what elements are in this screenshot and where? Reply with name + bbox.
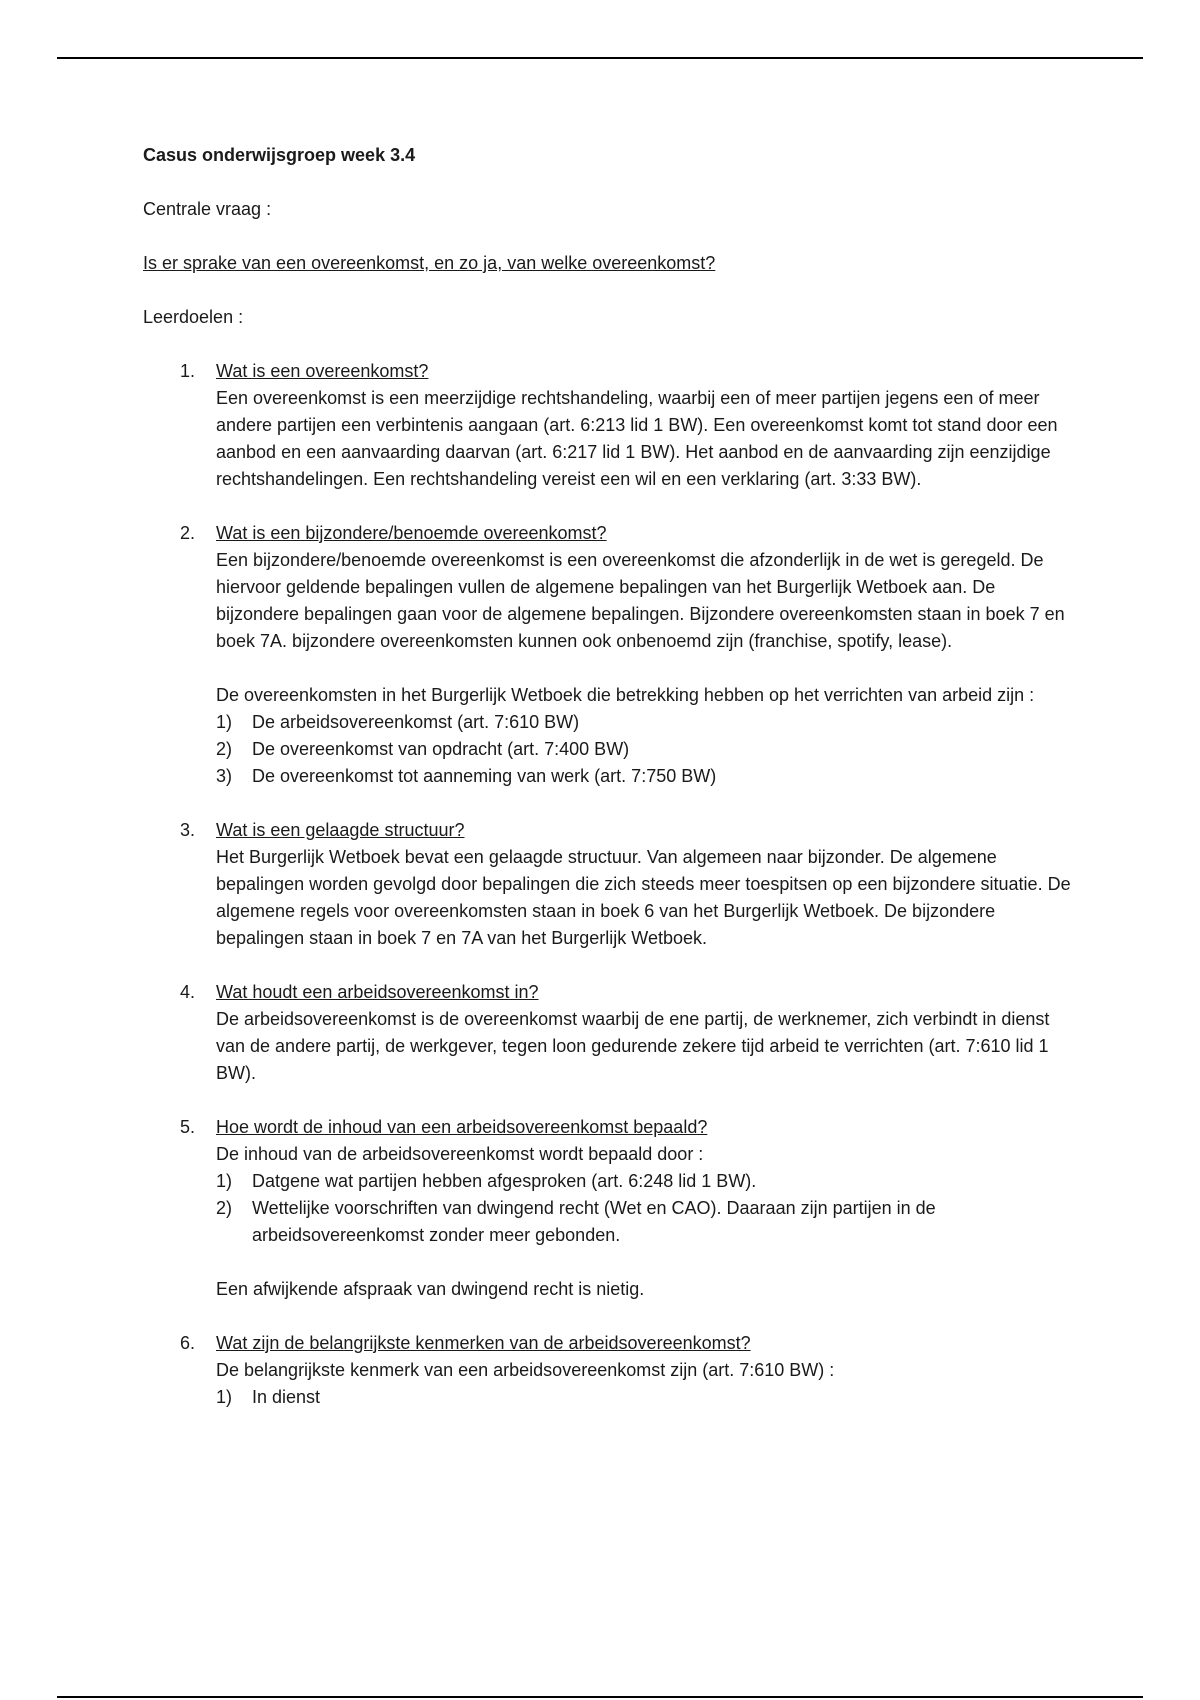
goal-number: 1.: [180, 361, 196, 381]
sub-item-number: 2): [216, 739, 233, 759]
goal-answer: De inhoud van de arbeidsovereenkomst wordt bepaald door :: [216, 1144, 704, 1164]
goal-answer: Een overeenkomst is een meerzijdige rechtshandeling, waarbij een of meer partijen jegens een of meer andere partijen een verbintenis aangaan (art. 6:213 lid 1 BW). Een overeenkomst komt tot stand door een aanbod en een aanvaarding daarvan (art. 6:217 lid 1 BW). Het aanbod en de aanvaarding zijn eenzijdige rechtshandelingen. Een rechtshandeling vereist een wil en een verklaring (art. 3:33 BW).: [216, 388, 1058, 489]
central-question-label: Centrale vraag :: [143, 199, 272, 219]
goal-answer: De belangrijkste kenmerk van een arbeidsovereenkomst zijn (art. 7:610 BW) :: [216, 1360, 835, 1380]
header-rule: [57, 57, 1143, 59]
goal-number: 6.: [180, 1333, 196, 1353]
goal-number: 3.: [180, 820, 196, 840]
goal-heading: Wat zijn de belangrijkste kenmerken van de arbeidsovereenkomst?: [216, 1333, 751, 1353]
goal-heading: Wat is een bijzondere/benoemde overeenkomst?: [216, 523, 607, 543]
sub-item-text: De overeenkomst tot aanneming van werk (art. 7:750 BW): [252, 766, 717, 786]
sub-item-number: 1): [216, 1387, 233, 1407]
goal-heading: Wat is een overeenkomst?: [216, 361, 429, 381]
learning-goal: [143, 358, 1083, 493]
central-question: Is er sprake van een overeenkomst, en zo ja, van welke overeenkomst?: [143, 253, 716, 273]
goal-number: 5.: [180, 1117, 196, 1137]
sub-item-text: Datgene wat partijen hebben afgesproken (art. 6:248 lid 1 BW).: [252, 1171, 757, 1191]
sub-item-text: Wettelijke voorschriften van dwingend recht (Wet en CAO). Daaraan zijn partijen in de arbeidsovereenkomst zonder meer gebonden.: [252, 1198, 936, 1245]
goal-answer: Een bijzondere/benoemde overeenkomst is een overeenkomst die afzonderlijk in de wet is geregeld. De hiervoor geldende bepalingen vullen de algemene bepalingen van het Burgerlijk Wetboek aan. De bijzondere bepalingen gaan voor de algemene bepalingen. Bijzondere overeenkomsten staan in boek 7 en boek 7A. bijzondere overeenkomsten kunnen ook onbenoemd zijn (franchise, spotify, lease).: [216, 550, 1065, 651]
sub-item-number: 3): [216, 766, 233, 786]
sub-list: [216, 1384, 1083, 1411]
sub-list-item: [216, 1195, 1083, 1249]
learning-goal: [143, 1330, 1083, 1411]
goal-answer: De arbeidsovereenkomst is de overeenkomst waarbij de ene partij, de werknemer, zich verbindt in dienst van de andere partij, de werkgever, tegen loon gedurende zekere tijd arbeid te verrichten (art. 7:610 lid 1 BW).: [216, 1009, 1050, 1083]
learning-goal: [143, 1114, 1083, 1303]
sub-list-item: [216, 709, 1083, 736]
sub-list: [216, 1168, 1083, 1249]
goal-number: 4.: [180, 982, 196, 1002]
document-title: Casus onderwijsgroep week 3.4: [143, 145, 416, 165]
goal-number: 2.: [180, 523, 196, 543]
goal-answer-continued: Een afwijkende afspraak van dwingend recht is nietig.: [216, 1279, 645, 1299]
sub-item-number: 1): [216, 712, 233, 732]
sub-list-item: [216, 1168, 1083, 1195]
sub-list: [216, 709, 1083, 790]
learning-goal: [143, 979, 1083, 1087]
document-body: [143, 142, 1083, 1438]
learning-goals-list: [143, 358, 1083, 1411]
goal-answer: Het Burgerlijk Wetboek bevat een gelaagde structuur. Van algemeen naar bijzonder. De algemene bepalingen worden gevolgd door bepalingen die zich steeds meer toespitsen op een bijzondere situatie. De algemene regels voor overeenkomsten staan in boek 6 van het Burgerlijk Wetboek. De bijzondere bepalingen staan in boek 7 en 7A van het Burgerlijk Wetboek.: [216, 847, 1071, 948]
sub-item-number: 2): [216, 1198, 233, 1218]
learning-goal: [143, 817, 1083, 952]
sub-list-item: [216, 763, 1083, 790]
sub-item-text: De arbeidsovereenkomst (art. 7:610 BW): [252, 712, 580, 732]
goal-heading: Wat houdt een arbeidsovereenkomst in?: [216, 982, 539, 1002]
sub-item-text: In dienst: [252, 1387, 321, 1407]
sub-item-text: De overeenkomst van opdracht (art. 7:400 BW): [252, 739, 630, 759]
goal-answer-continued: De overeenkomsten in het Burgerlijk Wetboek die betrekking hebben op het verrichten van arbeid zijn :: [216, 685, 1035, 705]
learning-goal: [143, 520, 1083, 790]
footer-rule: [57, 1696, 1143, 1698]
goal-heading: Hoe wordt de inhoud van een arbeidsovereenkomst bepaald?: [216, 1117, 708, 1137]
sub-item-number: 1): [216, 1171, 233, 1191]
sub-list-item: [216, 736, 1083, 763]
sub-list-item: [216, 1384, 1083, 1411]
learning-goals-label: Leerdoelen :: [143, 307, 244, 327]
goal-heading: Wat is een gelaagde structuur?: [216, 820, 465, 840]
